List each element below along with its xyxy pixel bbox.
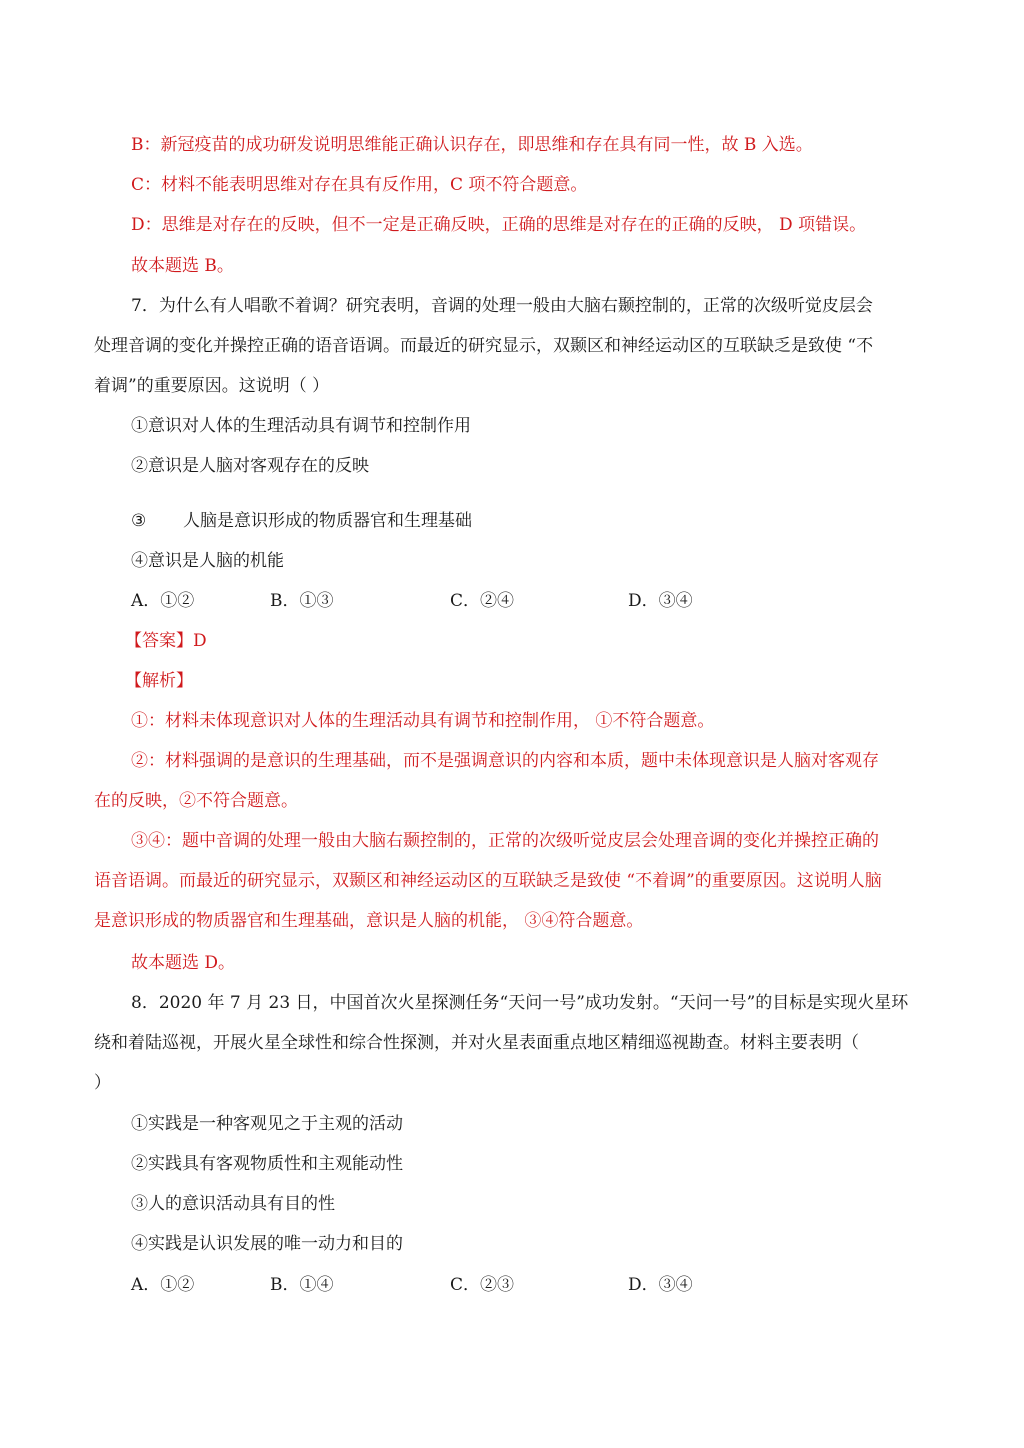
- q7-statement-1: ①意识对人体的生理活动具有调节和控制作用: [131, 416, 471, 436]
- q7-option-c[interactable]: C．②④: [450, 591, 515, 611]
- q8-stem-line-3: ）: [94, 1073, 111, 1093]
- q8-statement-3: ③人的意识活动具有目的性: [131, 1194, 335, 1214]
- q7-statement-4: ④意识是人脑的机能: [131, 551, 284, 571]
- q8-option-a[interactable]: A．①②: [131, 1275, 195, 1295]
- q7-statement-3-number: ③: [131, 511, 147, 531]
- q7-explanation-3-line-1: ③④：题中音调的处理一般由大脑右颞控制的，正常的次级听觉皮层会处理音调的变化并操控正确的: [131, 831, 879, 851]
- explanation-conclusion: 故本题选 B。: [131, 256, 234, 276]
- q7-option-b[interactable]: B．①③: [270, 591, 334, 611]
- q7-explanation-3-line-2: 语音语调。而最近的研究显示，双颞区和神经运动区的互联缺乏是致使 “不着调”的重要原因。这说明人脑: [94, 871, 882, 891]
- explanation-option-c: C：材料不能表明思维对存在具有反作用，C 项不符合题意。: [131, 175, 588, 195]
- q7-statement-2: ②意识是人脑对客观存在的反映: [131, 456, 369, 476]
- q7-analysis-label: 【解析】: [125, 671, 193, 691]
- q7-stem-line-2: 处理音调的变化并操控正确的语音语调。而最近的研究显示，双颞区和神经运动区的互联缺乏是致使 “不: [94, 336, 874, 356]
- q8-option-b[interactable]: B．①④: [270, 1275, 334, 1295]
- q8-statement-4: ④实践是认识发展的唯一动力和目的: [131, 1234, 403, 1254]
- q7-stem-line-3: 着调”的重要原因。这说明（ ）: [94, 376, 330, 396]
- q7-explanation-2-line-2: 在的反映，②不符合题意。: [94, 791, 298, 811]
- q8-option-c[interactable]: C．②③: [450, 1275, 515, 1295]
- q7-conclusion: 故本题选 D。: [131, 953, 236, 973]
- q8-option-d[interactable]: D．③④: [628, 1275, 693, 1295]
- q7-option-d[interactable]: D．③④: [628, 591, 693, 611]
- q7-stem-line-1: 7．为什么有人唱歌不着调？研究表明，音调的处理一般由大脑右颞控制的，正常的次级听觉皮层会: [131, 296, 873, 316]
- q7-answer: 【答案】D: [125, 631, 207, 651]
- q8-stem-line-2: 绕和着陆巡视，开展火星全球性和综合性探测，并对火星表面重点地区精细巡视勘查。材料主要表明（: [94, 1033, 859, 1053]
- q7-statement-3-text: 人脑是意识形成的物质器官和生理基础: [183, 511, 472, 531]
- q8-statement-1: ①实践是一种客观见之于主观的活动: [131, 1114, 403, 1134]
- explanation-option-b: B：新冠疫苗的成功研发说明思维能正确认识存在，即思维和存在具有同一性，故 B 入选。: [131, 135, 813, 155]
- q8-stem-line-1: 8．2020 年 7 月 23 日，中国首次火星探测任务“天问一号”成功发射。“天问一号”的目标是实现火星环: [131, 993, 909, 1013]
- q7-explanation-3-line-3: 是意识形成的物质器官和生理基础，意识是人脑的机能， ③④符合题意。: [94, 911, 644, 931]
- explanation-option-d: D：思维是对存在的反映，但不一定是正确反映，正确的思维是对存在的正确的反映， D 项错误。: [131, 215, 867, 235]
- q7-explanation-2-line-1: ②：材料强调的是意识的生理基础，而不是强调意识的内容和本质，题中未体现意识是人脑对客观存: [131, 751, 879, 771]
- q7-option-a[interactable]: A．①②: [131, 591, 195, 611]
- q7-explanation-1: ①：材料未体现意识对人体的生理活动具有调节和控制作用， ①不符合题意。: [131, 711, 715, 731]
- q8-statement-2: ②实践具有客观物质性和主观能动性: [131, 1154, 403, 1174]
